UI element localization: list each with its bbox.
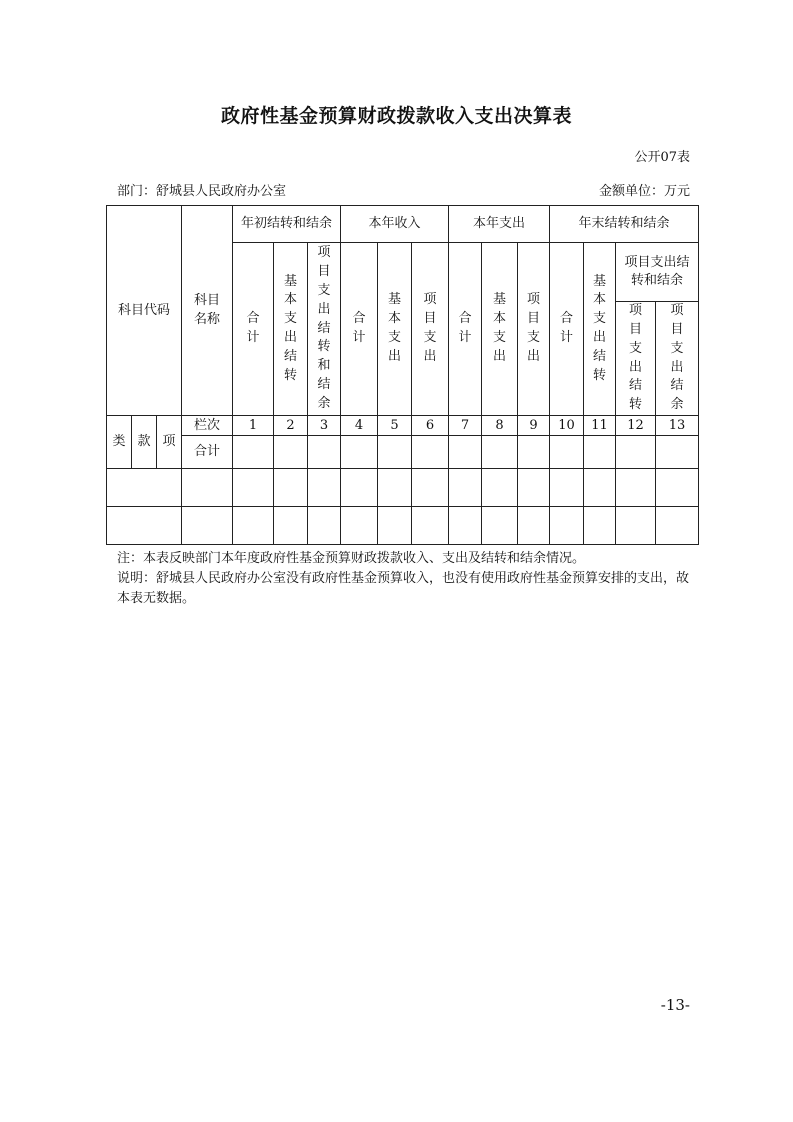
amount-unit-label: 金额单位：万元 xyxy=(598,184,690,199)
table-cell xyxy=(449,436,482,469)
table-cell xyxy=(308,469,341,507)
column-index-label: 栏次 xyxy=(182,416,233,436)
xiang-label: 项 xyxy=(162,434,176,450)
table-cell xyxy=(550,507,584,545)
table-cell xyxy=(341,436,378,469)
end-balance-header: 年末结转和结余 xyxy=(550,206,699,243)
expense-basic-header: 基本支出 xyxy=(482,243,518,416)
col-num: 3 xyxy=(308,416,341,436)
expense-total-header: 合计 xyxy=(449,243,482,416)
income-header: 本年收入 xyxy=(341,206,449,243)
table-cell xyxy=(482,436,518,469)
begin-project-carryover-header: 项目支出结转和结余 xyxy=(308,243,341,416)
table-cell xyxy=(378,507,412,545)
end-project-group-header: 项目支出结转和结余 xyxy=(616,243,699,302)
col-num: 11 xyxy=(584,416,616,436)
begin-balance-header: 年初结转和结余 xyxy=(233,206,341,243)
table-cell xyxy=(274,507,308,545)
table-cell xyxy=(616,436,656,469)
table-row xyxy=(107,507,699,545)
table-cell xyxy=(274,436,308,469)
table-cell xyxy=(233,469,274,507)
table-cell xyxy=(656,436,699,469)
income-total-header: 合计 xyxy=(341,243,378,416)
table-cell xyxy=(656,507,699,545)
budget-table xyxy=(106,205,699,545)
table-cell xyxy=(482,507,518,545)
expense-project-header: 项目支出 xyxy=(518,243,550,416)
note-table-description: 注：本表反映部门本年度政府性基金预算财政拨款收入、支出及结转和结余情况。 xyxy=(117,551,586,566)
page-title: 政府性基金预算财政拨款收入支出决算表 xyxy=(220,105,572,127)
table-cell xyxy=(550,436,584,469)
table-cell xyxy=(449,507,482,545)
table-cell xyxy=(616,507,656,545)
table-cell xyxy=(308,436,341,469)
begin-total-header: 合计 xyxy=(233,243,274,416)
col-num: 4 xyxy=(341,416,378,436)
col-num: 5 xyxy=(378,416,412,436)
department-label: 部门：舒城县人民政府办公室 xyxy=(117,184,287,199)
table-cell xyxy=(616,469,656,507)
col-num: 8 xyxy=(482,416,518,436)
total-row-label: 合计 xyxy=(182,436,233,469)
table-row xyxy=(107,469,699,507)
table-cell xyxy=(233,436,274,469)
table-cell xyxy=(182,469,233,507)
table-cell xyxy=(412,507,449,545)
notes xyxy=(117,549,697,609)
col-num: 9 xyxy=(518,416,550,436)
table-cell xyxy=(550,469,584,507)
end-total-header: 合计 xyxy=(550,243,584,416)
income-project-header: 项目支出 xyxy=(412,243,449,416)
table-cell xyxy=(378,469,412,507)
table-cell xyxy=(584,469,616,507)
col-num: 13 xyxy=(656,416,699,436)
end-project-balance-header: 项目支出结余 xyxy=(656,302,699,416)
table-cell xyxy=(182,507,233,545)
col-num: 2 xyxy=(274,416,308,436)
table-cell xyxy=(412,469,449,507)
page-number: -13- xyxy=(660,996,690,1014)
end-basic-carryover-header: 基本支出结转 xyxy=(584,243,616,416)
begin-basic-carryover-header: 基本支出结转 xyxy=(274,243,308,416)
table-cell xyxy=(107,469,182,507)
subject-code-header: 科目代码 xyxy=(107,206,182,416)
col-num: 7 xyxy=(449,416,482,436)
table-cell xyxy=(518,469,550,507)
income-basic-header: 基本支出 xyxy=(378,243,412,416)
table-cell xyxy=(584,436,616,469)
lkx-label-cell xyxy=(107,416,182,469)
end-project-carryover-header: 项目支出结转 xyxy=(616,302,656,416)
kuan-label: 款 xyxy=(132,416,157,468)
table-cell xyxy=(518,436,550,469)
table-cell xyxy=(412,436,449,469)
note-explanation: 说明：舒城县人民政府办公室没有政府性基金预算收入，也没有使用政府性基金预算安排的支出，故本表无数据。 xyxy=(117,571,690,606)
col-num: 12 xyxy=(616,416,656,436)
table-cell xyxy=(341,469,378,507)
table-cell xyxy=(274,469,308,507)
expense-header: 本年支出 xyxy=(449,206,550,243)
table-cell xyxy=(656,469,699,507)
subject-name-header: 科目名称 xyxy=(182,206,233,416)
table-cell xyxy=(378,436,412,469)
table-cell xyxy=(584,507,616,545)
table-cell xyxy=(482,469,518,507)
table-cell xyxy=(341,507,378,545)
form-number: 公开07表 xyxy=(634,150,690,165)
table-cell xyxy=(308,507,341,545)
col-num: 6 xyxy=(412,416,449,436)
col-num: 1 xyxy=(233,416,274,436)
table-cell xyxy=(233,507,274,545)
col-num: 10 xyxy=(550,416,584,436)
table-cell xyxy=(449,469,482,507)
lei-label: 类 xyxy=(107,416,132,468)
table-cell xyxy=(107,507,182,545)
table-cell xyxy=(518,507,550,545)
